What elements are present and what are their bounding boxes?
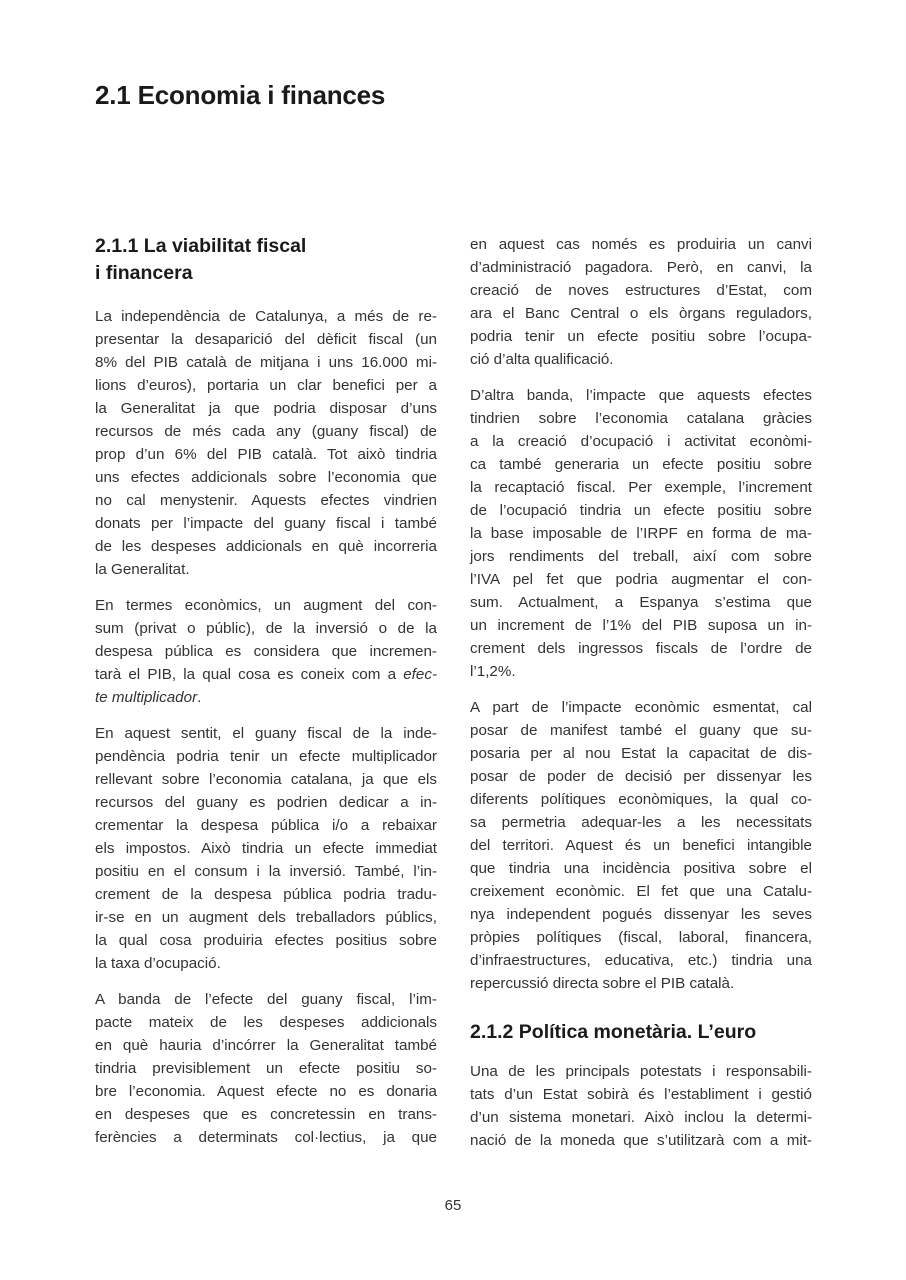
text-line: presentar la desaparició del dèficit fiscal (un bbox=[95, 331, 437, 348]
text-line: En aquest sentit, el guany fiscal de la inde- bbox=[95, 725, 437, 742]
paragraph bbox=[470, 233, 812, 371]
text-line: pacte mateix de les despeses addicionals bbox=[95, 1014, 437, 1031]
text-line: creació de noves estructures d’Estat, com bbox=[470, 282, 812, 299]
text-line: un increment de l’1% del PIB suposa un in- bbox=[470, 617, 812, 634]
italic-term: efec- bbox=[403, 666, 437, 683]
text-line: ara el Banc Central o els òrgans reguladors, bbox=[470, 305, 812, 322]
text-line: crement de la despesa pública podria tradu- bbox=[95, 886, 437, 903]
text-line: a la creació d’ocupació i activitat econòmi- bbox=[470, 433, 812, 450]
text-line: positiu en el consum i la inversió. També, l’in- bbox=[95, 863, 437, 880]
text-line: l’IVA pel fet que podria augmentar el con- bbox=[470, 571, 812, 588]
paragraph bbox=[95, 722, 437, 975]
text-line: ció d’alta qualificació. bbox=[470, 351, 614, 368]
text-line: sa permetria adequar-les a les necessitats bbox=[470, 814, 812, 831]
text-line: La independència de Catalunya, a més de re- bbox=[95, 308, 437, 325]
section-heading-line: i financera bbox=[95, 262, 193, 284]
text-line: bre l’economia. Aquest efecte no es donaria bbox=[95, 1083, 437, 1100]
text-line: l’1,2%. bbox=[470, 663, 516, 680]
text-line: de l’ocupació tindria un efecte positiu sobre bbox=[470, 502, 812, 519]
text-line: nya independent pogués dissenyar les seves bbox=[470, 906, 812, 923]
paragraph bbox=[95, 988, 437, 1149]
text-line: donats per l’impacte del guany fiscal i també bbox=[95, 515, 437, 532]
text-line: en aquest cas només es produiria un canvi bbox=[470, 236, 812, 253]
section-heading-2-1-1 bbox=[95, 233, 437, 287]
right-column bbox=[470, 233, 812, 1152]
text-line: jors rendiments del treball, així com sobre bbox=[470, 548, 812, 565]
text-line: del territori. Aquest és un benefici intangible bbox=[470, 837, 812, 854]
text-line: no cal menystenir. Aquests efectes vindrien bbox=[95, 492, 437, 509]
text-line: la qual cosa produiria efectes positius sobre bbox=[95, 932, 437, 949]
paragraph bbox=[470, 384, 812, 683]
text-line: sum. Actualment, a Espanya s’estima que bbox=[470, 594, 812, 611]
text-line: uns efectes addicionals sobre l’economia que bbox=[95, 469, 437, 486]
text-line: creixement econòmic. El fet que una Catalu- bbox=[470, 883, 812, 900]
section-heading-line: 2.1.1 La viabilitat fiscal bbox=[95, 235, 307, 257]
text-line: recursos de més cada any (guany fiscal) de bbox=[95, 423, 437, 440]
paragraph bbox=[95, 305, 437, 581]
text-line: sum (privat o públic), de la inversió o de la bbox=[95, 620, 437, 637]
text-line: crement dels ingressos fiscals de l’ordre de bbox=[470, 640, 812, 657]
text-line: d’administració pagadora. Però, en canvi, la bbox=[470, 259, 812, 276]
text-line: ferències a determinats col·lectius, ja que bbox=[95, 1129, 437, 1146]
text-line: pròpies polítiques (fiscal, laboral, financera, bbox=[470, 929, 812, 946]
text-line: els impostos. Això tindria un efecte immediat bbox=[95, 840, 437, 857]
text-line: la recaptació fiscal. Per exemple, l’increment bbox=[470, 479, 812, 496]
text-line: la taxa d’ocupació. bbox=[95, 955, 221, 972]
text-run: tarà el PIB, la qual cosa es coneix com a bbox=[95, 666, 404, 683]
text-line: tindrien sobre l’economia catalana gràcies bbox=[470, 410, 812, 427]
text-line: posar de poder de decisió per dissenyar les bbox=[470, 768, 812, 785]
text-line: A part de l’impacte econòmic esmentat, cal bbox=[470, 699, 812, 716]
text-line: tindria previsiblement un efecte positiu so- bbox=[95, 1060, 437, 1077]
left-column bbox=[95, 233, 437, 1149]
text-run: . bbox=[197, 689, 202, 706]
text-line bbox=[95, 686, 437, 709]
text-line: en què hauria d’incórrer la Generalitat també bbox=[95, 1037, 437, 1054]
text-line: repercussió directa sobre el PIB català. bbox=[470, 975, 735, 992]
text-line: podria tenir un efecte positiu sobre l’ocupa- bbox=[470, 328, 812, 345]
text-line: recursos del guany es podrien dedicar a in- bbox=[95, 794, 437, 811]
text-line: crementar la despesa pública i/o a rebaixar bbox=[95, 817, 437, 834]
text-line: en despeses que es concretessin en trans- bbox=[95, 1106, 437, 1123]
page-number: 65 bbox=[444, 1197, 462, 1214]
text-line: diferents polítiques econòmiques, la qual co- bbox=[470, 791, 812, 808]
text-line: prop d’un 6% del PIB català. Tot això tindria bbox=[95, 446, 437, 463]
text-line: d’un sistema monetari. Això inclou la determi- bbox=[470, 1109, 812, 1126]
text-line: tats d’un Estat sobirà és l’establiment i gestió bbox=[470, 1086, 812, 1103]
text-line: despesa pública es considera que incremen- bbox=[95, 643, 437, 660]
text-line: la Generalitat ja que podria disposar d’uns bbox=[95, 400, 437, 417]
text-line: lions d’euros), portaria un clar benefici per a bbox=[95, 377, 437, 394]
text-line: posaria per al nou Estat la capacitat de dis- bbox=[470, 745, 812, 762]
text-line: En termes econòmics, un augment del con- bbox=[95, 597, 437, 614]
text-line bbox=[95, 663, 437, 686]
paragraph bbox=[95, 594, 437, 709]
paragraph bbox=[470, 1060, 812, 1152]
text-line: 8% del PIB català de mitjana i uns 16.000 mi- bbox=[95, 354, 437, 371]
text-line: la Generalitat. bbox=[95, 561, 190, 578]
text-line: la base imposable de l’IRPF en forma de ma- bbox=[470, 525, 812, 542]
text-line: ir-se en un augment dels treballadors públics, bbox=[95, 909, 437, 926]
text-line: rellevant sobre l’economia catalana, ja que els bbox=[95, 771, 437, 788]
italic-term: te multiplicador bbox=[95, 689, 198, 706]
paragraph bbox=[470, 696, 812, 995]
page-title: 2.1 Economia i finances bbox=[95, 80, 386, 110]
text-line: d’infraestructures, educativa, etc.) tindria una bbox=[470, 952, 812, 969]
text-line: D’altra banda, l’impacte que aquests efectes bbox=[470, 387, 812, 404]
text-line: nació de la moneda que s’utilitzarà com a mit- bbox=[470, 1132, 812, 1149]
section-heading-2-1-2: 2.1.2 Política monetària. L’euro bbox=[470, 1021, 757, 1043]
text-line: Una de les principals potestats i responsabili- bbox=[470, 1063, 812, 1080]
text-line: ca també generaria un efecte positiu sobre bbox=[470, 456, 812, 473]
text-line: que tindria una incidència positiva sobre el bbox=[470, 860, 812, 877]
text-line: A banda de l’efecte del guany fiscal, l’im- bbox=[95, 991, 437, 1008]
text-line: de les despeses addicionals en què incorreria bbox=[95, 538, 437, 555]
text-line: posar de manifest també el guany que su- bbox=[470, 722, 812, 739]
text-line: pendència podria tenir un efecte multiplicador bbox=[95, 748, 437, 765]
